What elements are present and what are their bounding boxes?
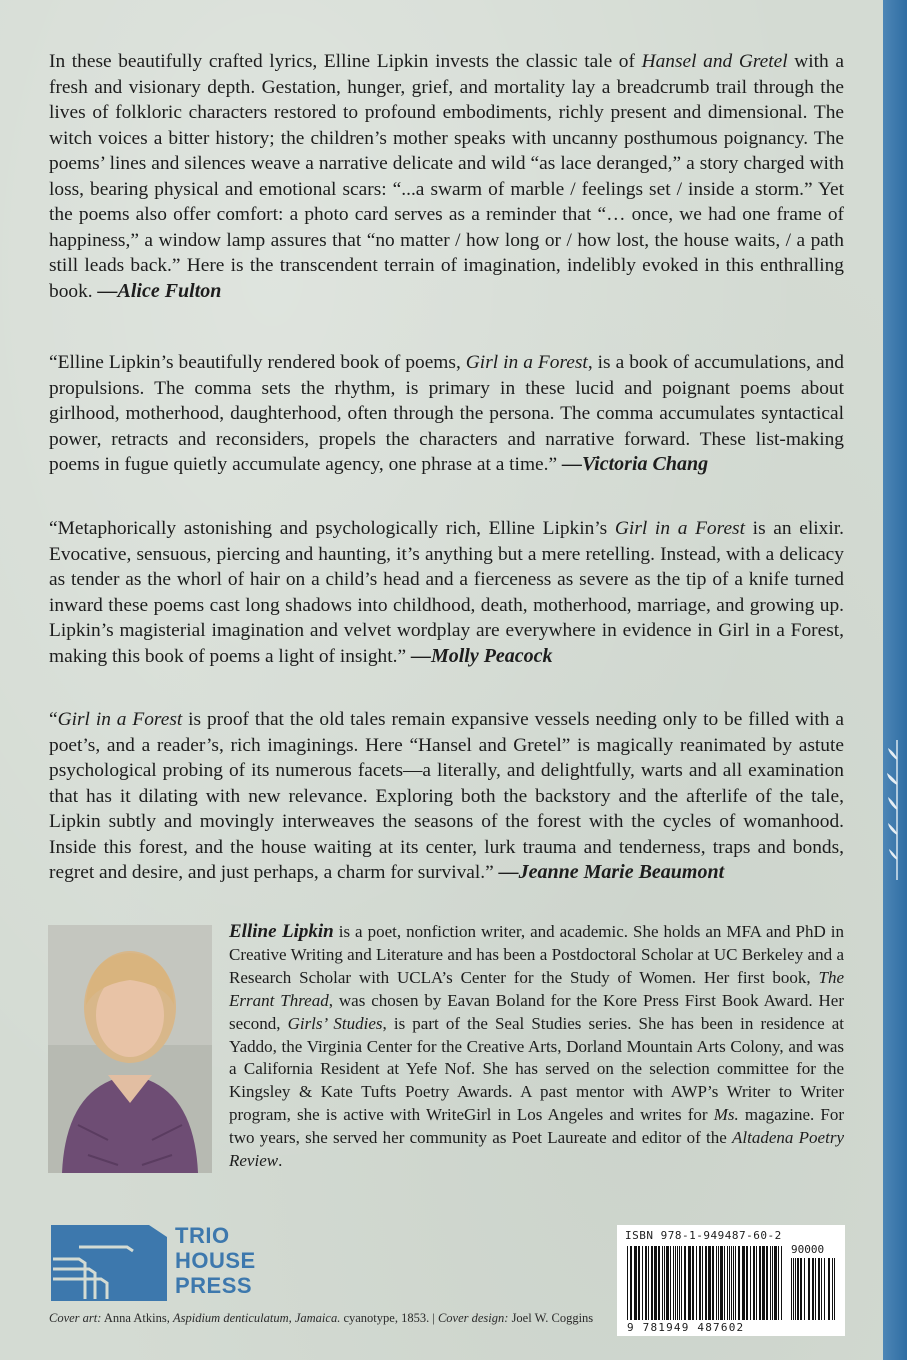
barcode-bar (774, 1246, 777, 1320)
barcode-addon-bar (808, 1258, 810, 1320)
barcode-bar (696, 1246, 697, 1320)
author-photo (48, 925, 212, 1173)
barcode-bar (645, 1246, 647, 1320)
fern-icon (887, 740, 903, 880)
barcode-addon-bar (795, 1258, 796, 1320)
barcode-number: 9 781949 487602 (627, 1321, 745, 1334)
barcode-bar (781, 1246, 782, 1320)
barcode-bar (705, 1246, 707, 1320)
barcode-bar (772, 1246, 773, 1320)
barcode-bar (708, 1246, 711, 1320)
credit-italic: Aspidium denticulatum, Jamaica. (172, 1311, 341, 1325)
barcode-bar (770, 1246, 771, 1320)
barcode-bar (766, 1246, 768, 1320)
bio-text: is a poet, nonfiction writer, and academic. She holds an MFA and PhD in Creative Writing and Literature and has been a Postdoctoral Scholar at UC Berkeley and a Research Scholar with UCLA’s Center for the Study of Women. Her first book, (229, 922, 844, 987)
barcode-bar (731, 1246, 732, 1320)
publisher-name-line: TRIO (175, 1223, 230, 1248)
barcode-addon-bar (821, 1258, 822, 1320)
barcode-bar (712, 1246, 714, 1320)
isbn-label: ISBN 978-1-949487-60-2 (625, 1229, 782, 1242)
credit-label: Cover design: (437, 1311, 509, 1325)
barcode-bar (742, 1246, 745, 1320)
bio-italic: The Errant Thread (229, 967, 844, 1010)
barcode-bar (638, 1246, 640, 1320)
blurb-victoria-chang (49, 350, 844, 478)
cover-credits (49, 1311, 593, 1326)
barcode-bar (658, 1246, 660, 1320)
barcode-addon-number: 90000 (791, 1243, 825, 1256)
barcode-addon-bar (815, 1258, 816, 1320)
barcode-bar (681, 1246, 682, 1320)
barcode-bar (664, 1246, 665, 1320)
spine-strip (883, 0, 907, 1360)
book-title-italic: Girl in a Forest (614, 518, 745, 539)
blurb-attribution: —Victoria Chang (561, 453, 709, 475)
publisher-name-line: HOUSE (175, 1248, 256, 1273)
blurb-alice-fulton (49, 49, 844, 304)
credit-label: Cover art: (49, 1311, 102, 1325)
barcode-bar (733, 1246, 734, 1320)
barcode-bar (750, 1246, 751, 1320)
blurb-attribution: —Jeanne Marie Beaumont (498, 861, 725, 883)
barcode-icon (625, 1244, 837, 1322)
barcode-bar (762, 1246, 765, 1320)
blurb-text: In these beautifully crafted lyrics, Elline Lipkin invests the classic tale of (49, 51, 642, 72)
blurb-attribution: —Alice Fulton (97, 279, 222, 302)
barcode-bar (729, 1246, 730, 1320)
barcode-bar (735, 1246, 736, 1320)
book-title-italic: Girl in a Forest (465, 352, 588, 373)
barcode-bar (746, 1246, 748, 1320)
barcode-bar (724, 1246, 725, 1320)
barcode-bar (727, 1246, 728, 1320)
barcode-bar (670, 1246, 671, 1320)
barcode-bar (738, 1246, 740, 1320)
blurb-text: “Elline Lipkin’s beautifully rendered book of poems, (49, 352, 466, 373)
barcode-box (617, 1225, 845, 1336)
barcode-addon-bar (828, 1258, 830, 1320)
author-name: Elline Lipkin (229, 921, 334, 942)
blurb-text: is proof that the old tales remain expansive vessels needing only to be filled with a poet’s, and a reader’s, rich imaginings. Here “Hansel and Gretel” is magically reanimated by astute psychological probing of its numerous facets—a literally, and delightfully, warts and all examination that has it dilating with new relevance. Exploring both the backstory and the afterlife of the tale, Lipkin subtly and movingly interweaves the seasons of the forest with the cycles of womanhood. Inside this forest, and the house waiting at its center, lurk trauma and tenderness, traps and bonds, regret and desire, and just perhaps, a charm for survival.” (49, 709, 844, 883)
blurb-text: , is a book of accumulations, and propulsions. The comma sets the rhythm, is primary in these lucid and poignant poems about girlhood, motherhood, daughterhood, often through the persona. The comma accumulates syntactical power, retracts and reconsiders, propels the characters and narrative forward. These list-making poems in fugue quietly accumulate agency, one phrase at a time.” (49, 352, 844, 475)
barcode-bar (756, 1246, 757, 1320)
barcode-bar (677, 1246, 678, 1320)
barcode-bar (654, 1246, 657, 1320)
bio-text: magazine. For two years, she served her community as Poet Laureate and editor of the (229, 1105, 844, 1148)
barcode-bar (688, 1246, 691, 1320)
bio-text: , was chosen by Eavan Boland for the Kore Press First Book Award. Her second, (229, 990, 844, 1033)
barcode-bar (627, 1246, 628, 1320)
book-title-italic: Hansel and Gretel (641, 51, 788, 72)
bio-text: . (278, 1151, 283, 1171)
author-bio (229, 921, 844, 1173)
bio-italic: Ms. (713, 1105, 739, 1125)
book-title-italic: Girl in a Forest (57, 709, 183, 730)
barcode-bar (753, 1246, 755, 1320)
barcode-bar (759, 1246, 761, 1320)
barcode-bar (675, 1246, 676, 1320)
publisher-name-line: PRESS (175, 1273, 253, 1298)
barcode-bar (720, 1246, 723, 1320)
blurb-molly-peacock (49, 516, 844, 669)
barcode-addon-bar (824, 1258, 825, 1320)
barcode-bar (679, 1246, 680, 1320)
blurb-jeanne-marie-beaumont (49, 707, 844, 886)
barcode-bar (699, 1246, 701, 1320)
barcode-addon-bar (797, 1258, 799, 1320)
barcode-bar (648, 1246, 649, 1320)
barcode-bar (718, 1246, 719, 1320)
barcode-bar (702, 1246, 703, 1320)
credit-text: cyanotype, 1853. | (340, 1311, 438, 1325)
barcode-addon-bar (793, 1258, 794, 1320)
barcode-bar (692, 1246, 694, 1320)
barcode-bar (673, 1246, 674, 1320)
publisher-name (175, 1223, 256, 1298)
barcode-addon-bar (834, 1258, 835, 1320)
barcode-bar (716, 1246, 717, 1320)
blurb-text: with a fresh and visionary depth. Gestation, hunger, grief, and mortality lay a breadcrumb trail through the lives of folkloric characters restored to profound embodiments, richly present and dimensional. The witch voices a bitter history; the children’s mother speaks with uncanny posthumous poignancy. The poems’ lines and silences weave a narrative delicate and wild “as lace deranged,” a story charged with loss, bearing physical and emotional scars: “...a swarm of marble / feelings set / inside a storm.” Yet the poems also offer comfort: a photo card serves as a reminder that “… once, we had one frame of happiness,” a window lamp assures that “no matter / how long or / how lost, the house waits, / a path still leads back.” Here is the transcendent terrain of imagination, indelibly evoked in this enthralling book. (49, 51, 844, 302)
blurb-text: “ (49, 709, 58, 730)
barcode-addon-bar (832, 1258, 833, 1320)
barcode-bar (662, 1246, 663, 1320)
bio-italic: Girls’ Studies (287, 1013, 383, 1033)
barcode-bar (778, 1246, 779, 1320)
barcode-addon-bar (812, 1258, 814, 1320)
barcode-bar (634, 1246, 637, 1320)
barcode-addon-bar (800, 1258, 802, 1320)
credit-text: Anna Atkins, (101, 1311, 173, 1325)
barcode-bar (630, 1246, 632, 1320)
blurb-text: “Metaphorically astonishing and psychologically rich, Elline Lipkin’s (49, 518, 615, 539)
bio-text: , is part of the Seal Studies series. She has been in residence at Yaddo, the Virginia Center for the Creative Arts, Dorland Mountain Arts Colony, and was a California Resident at Yefe Nof. She has served on the selection committee for the Kingsley & Kate Tufts Poetry Awards. A past mentor with AWP’s Writer to Writer program, she is active with WriteGirl in Los Angeles and writes for (229, 1013, 844, 1125)
barcode-addon-bar (791, 1258, 792, 1320)
barcode-bar (666, 1246, 669, 1320)
credit-text: Joel W. Coggins (508, 1311, 594, 1325)
barcode-addon-bar (818, 1258, 820, 1320)
blurb-attribution: —Molly Peacock (410, 644, 553, 667)
author-portrait-icon (48, 925, 212, 1173)
bio-italic: Altadena Poetry Review (229, 1128, 844, 1171)
barcode-addon-bar (804, 1258, 805, 1320)
barcode-bar (651, 1246, 653, 1320)
barcode-bar (642, 1246, 643, 1320)
barcode-bar (684, 1246, 686, 1320)
blurb-text: is an elixir. Evocative, sensuous, piercing and haunting, it’s anything but a mere retelling. Instead, with a delicacy as tender as the whorl of hair on a child’s head and a fierceness as severe as the tip of a knife turned inward these poems cast long shadows into childhood, death, motherhood, marriage, and growing up. Lipkin’s magisterial imagination and velvet wordplay are everywhere in evidence in Girl in a Forest, making this book of poems a light of insight.” (49, 518, 844, 667)
